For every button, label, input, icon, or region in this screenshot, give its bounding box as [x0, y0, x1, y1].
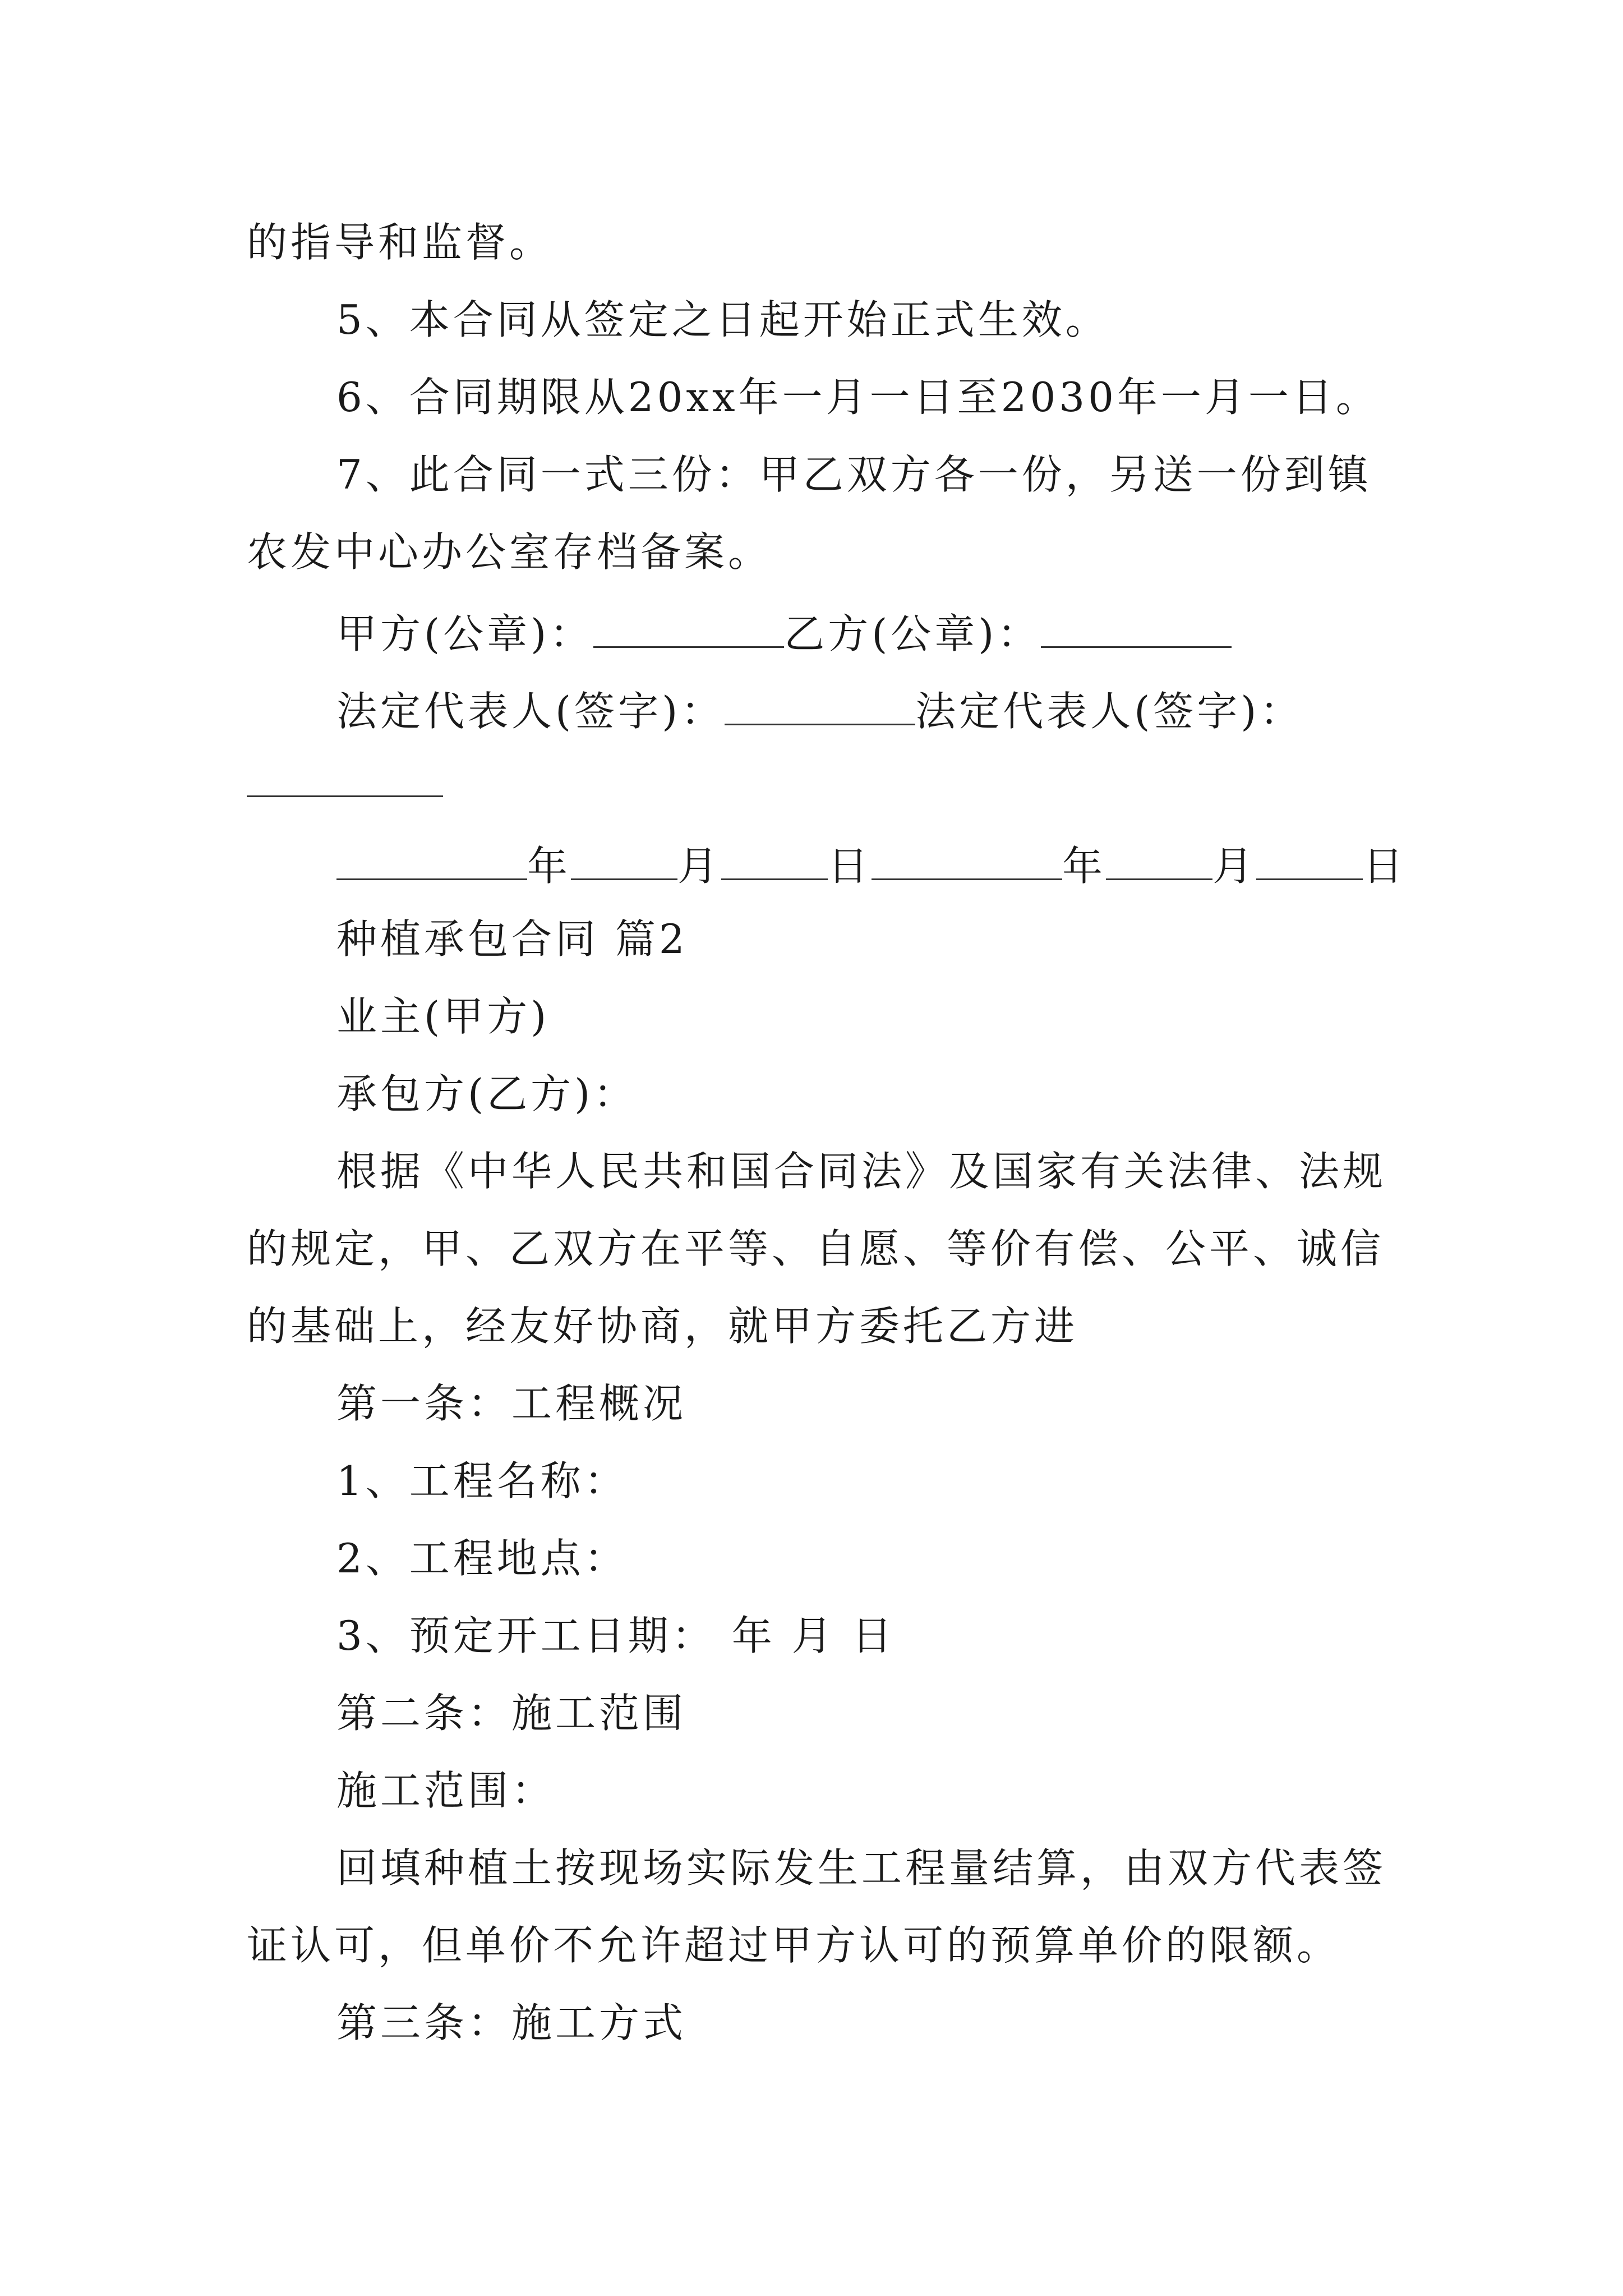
text-line: 3、预定开工日期： 年 月 日	[336, 1612, 896, 1659]
date-day-label: 日	[1363, 843, 1407, 890]
text-line: 的规定，甲、乙双方在平等、自愿、等价有偿、公平、诚信	[247, 1225, 1385, 1272]
rep-a-blank	[725, 679, 915, 725]
text-line: 6、合同期限从20xx年一月一日至2030年一月一日。	[336, 374, 1380, 421]
date-blank	[872, 834, 1062, 880]
date-month-label: 月	[677, 843, 722, 890]
date-month-label: 月	[1212, 843, 1257, 890]
text-line: 回填种植土按现场实际发生工程量结算，由双方代表签	[336, 1844, 1387, 1892]
article-heading: 第三条：施工方式	[336, 1999, 687, 2046]
party-a-seal-blank	[593, 601, 784, 648]
text-line: 的基础上，经友好协商，就甲方委托乙方进	[247, 1303, 1078, 1350]
text-line: 2、工程地点：	[336, 1535, 628, 1582]
text-line: 5、本合同从签定之日起开始正式生效。	[336, 296, 1109, 343]
text-line: 证认可，但单价不允许超过甲方认可的预算单价的限额。	[247, 1922, 1341, 1969]
section-title: 种植承包合同 篇2	[336, 915, 688, 963]
date-year-label: 年	[527, 843, 571, 890]
date-blank	[721, 834, 828, 880]
rep-a-label: 法定代表人(签字)：	[336, 688, 725, 735]
text-line: 7、此合同一式三份：甲乙双方各一份，另送一份到镇	[336, 451, 1372, 498]
party-b-seal-blank	[1041, 601, 1232, 648]
date-day-label: 日	[828, 843, 872, 890]
article-heading: 第一条：工程概况	[336, 1380, 687, 1427]
date-blank	[1256, 834, 1363, 880]
text-line: 承包方(乙方)：	[336, 1070, 638, 1117]
date-blank	[336, 834, 527, 880]
date-blank	[571, 834, 677, 880]
date-year-label: 年	[1062, 843, 1106, 890]
party-a-seal-label: 甲方(公章)：	[336, 610, 594, 657]
rep-b-blank	[247, 795, 443, 797]
text-line: 的指导和监督。	[247, 219, 554, 266]
seal-line	[336, 601, 1481, 662]
party-b-seal-label: 乙方(公章)：	[784, 610, 1041, 657]
rep-b-label: 法定代表人(签字)：	[915, 688, 1304, 735]
text-line: 根据《中华人民共和国合同法》及国家有关法律、法规	[336, 1148, 1387, 1195]
text-line: 1、工程名称：	[336, 1457, 628, 1504]
text-line: 农发中心办公室存档备案。	[247, 528, 772, 576]
text-line: 业主(甲方)	[336, 993, 550, 1040]
date-line	[336, 834, 1481, 894]
article-heading: 第二条：施工范围	[336, 1690, 687, 1737]
date-blank	[1106, 834, 1212, 880]
representative-line	[336, 679, 1481, 739]
text-line: 施工范围：	[336, 1767, 556, 1814]
